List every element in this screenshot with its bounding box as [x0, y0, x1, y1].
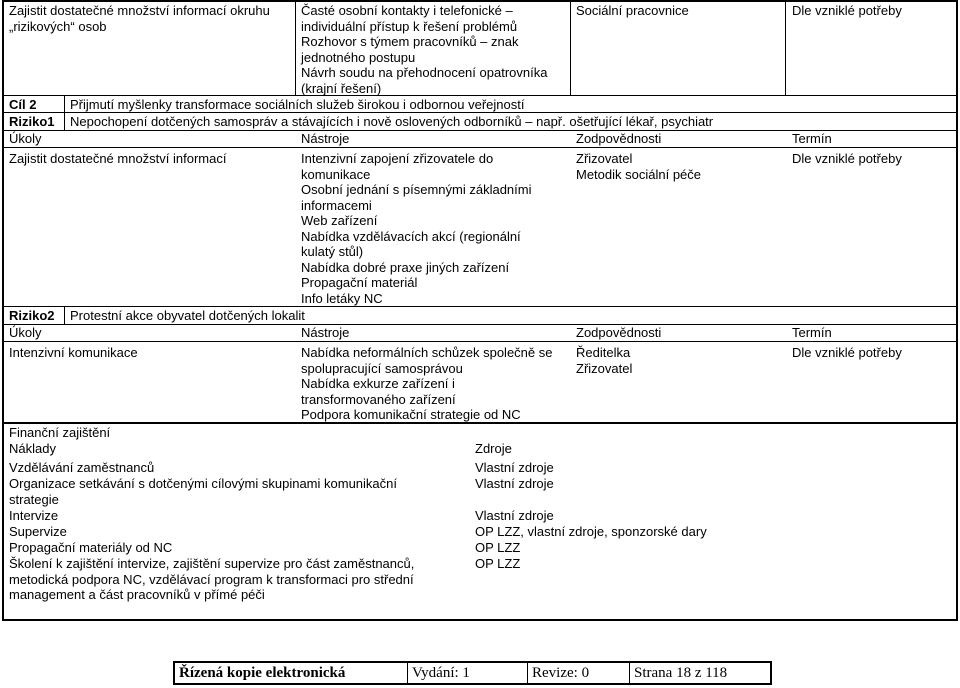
footer-strana: Strana 18 z 118 — [629, 663, 771, 683]
nastroj-line: Propagační materiál — [301, 275, 418, 290]
section1-ukol: Zajistit dostatečné množství informací — [9, 151, 227, 166]
top-col2-line: Časté osobní kontakty i telefonické – — [301, 3, 513, 18]
top-col1-line: „rizikových“ osob — [9, 18, 107, 34]
top-col2-line: jednotného postupu — [301, 49, 416, 65]
nastroj-line: Nabídka dobré praxe jiných zařízení — [301, 259, 510, 275]
nastroj-line: transformovaného zařízení — [301, 391, 456, 407]
top-col2-line: individuální přístup k řešení problémů — [301, 18, 518, 34]
section1-zodpovednosti — [576, 151, 701, 182]
top-col2-line: Návrh soudu na přehodnocení opatrovníka — [301, 65, 548, 80]
header-ukoly: Úkoly — [9, 131, 42, 146]
nastroj-line: Web zařízení — [301, 213, 378, 228]
top-block-divider-3 — [785, 0, 786, 95]
top-col2-line: (krajní řešení) — [301, 80, 382, 96]
header-termin: Termín — [792, 325, 832, 340]
section1-termin: Dle vzniklé potřeby — [792, 151, 902, 166]
zdroje-header: Zdroje — [475, 441, 512, 456]
nastroj-line: Nabídka exkurze zařízení i — [301, 376, 455, 391]
riziko2-label: Riziko2 — [9, 308, 55, 323]
naklady-item: Intervize — [9, 508, 59, 523]
section2-termin: Dle vzniklé potřeby — [792, 345, 902, 360]
riziko1-text: Nepochopení dotčených samospráv a stávajících i nově oslovených odborníků – např. ošetřující lékař, psychiatr — [70, 114, 714, 129]
riziko2-text: Protestní akce obyvatel dotčených lokalit — [70, 308, 305, 323]
zdroje-item: Vlastní zdroje — [475, 476, 554, 491]
header-nastroje: Nástroje — [301, 325, 350, 340]
line-below-header1 — [2, 147, 958, 148]
naklady-header: Náklady — [9, 441, 56, 456]
naklady-item: Supervize — [9, 524, 67, 539]
header-zodpovednosti: Zodpovědnosti — [576, 325, 662, 340]
naklady-item — [9, 556, 414, 603]
document-footer — [173, 661, 772, 685]
nastroj-line: komunikace — [301, 166, 371, 182]
nastroj-line: Nabídka vzdělávacích akcí (regionální — [301, 228, 521, 244]
nastroj-line: Nabídka neformálních schůzek společně se — [301, 345, 553, 360]
section2-zodpovednosti — [576, 345, 632, 376]
zodpovednost-line: Zřizovatel — [576, 151, 633, 166]
frame-right-line — [956, 0, 958, 621]
top-col3-text: Sociální pracovnice — [576, 3, 689, 18]
section1-nastroje — [301, 151, 532, 306]
footer-vydani: Vydání: 1 — [407, 663, 527, 683]
nastroj-line: informacemi — [301, 197, 372, 213]
line-below-header2 — [2, 341, 958, 342]
label-divider-riziko2 — [64, 306, 65, 324]
zdroje-item: OP LZZ — [475, 540, 521, 555]
header-nastroje: Nástroje — [301, 131, 350, 146]
top-col1-line: Zajistit dostatečné množství informací okruhu — [9, 3, 270, 18]
section2-ukol: Intenzivní komunikace — [9, 345, 138, 360]
naklady-line: Školení k zajištění intervize, zajištění supervize pro část zaměstnanců, — [9, 556, 415, 571]
frame-left-line — [2, 0, 4, 621]
footer-revize: Revize: 0 — [527, 663, 630, 683]
naklady-line: metodická podpora NC, vzdělávací program k transformaci pro střední — [9, 571, 414, 587]
nastroj-line: Osobní jednání s písemnými základními — [301, 182, 532, 197]
top-block-divider-2 — [570, 0, 571, 95]
nastroj-line: Intenzivní zapojení zřizovatele do — [301, 151, 494, 166]
cil2-label: Cíl 2 — [9, 97, 37, 112]
nastroj-line: Podpora komunikační strategie od NC — [301, 407, 521, 422]
header-zodpovednosti: Zodpovědnosti — [576, 131, 662, 146]
zodpovednost-line: Zřizovatel — [576, 360, 633, 376]
zodpovednost-line: Metodik sociální péče — [576, 166, 702, 182]
header-ukoly: Úkoly — [9, 325, 42, 340]
frame-bottom-line — [2, 619, 958, 621]
riziko1-label: Riziko1 — [9, 114, 55, 129]
top-col4-text: Dle vzniklé potřeby — [792, 3, 902, 18]
zdroje-item: Vlastní zdroje — [475, 460, 554, 475]
zdroje-item: Vlastní zdroje — [475, 508, 554, 523]
zodpovednost-line: Ředitelka — [576, 345, 631, 360]
top-col2-line: Rozhovor s týmem pracovníků – znak — [301, 34, 519, 49]
top-block-divider-1 — [295, 0, 296, 95]
zdroje-item: OP LZZ — [475, 556, 521, 571]
top-col2-cell — [301, 3, 547, 96]
naklady-line: management a část pracovníků v přímé péči — [9, 587, 265, 602]
financni-title: Finanční zajištění — [9, 425, 111, 440]
naklady-item: Propagační materiály od NC — [9, 540, 173, 555]
top-col1-cell — [9, 3, 270, 34]
naklady-line: strategie — [9, 491, 59, 507]
naklady-line: Organizace setkávání s dotčenými cílovými skupinami komunikační — [9, 476, 397, 491]
nastroj-line: spolupracující samosprávou — [301, 360, 463, 376]
line-above-riziko2 — [2, 306, 958, 307]
zdroje-item: OP LZZ, vlastní zdroje, sponzorské dary — [475, 524, 707, 539]
naklady-item — [9, 476, 397, 507]
footer-kopie: Řízená kopie elektronická — [179, 665, 346, 681]
nastroj-line: Info letáky NC — [301, 290, 383, 306]
nastroj-line: kulatý stůl) — [301, 244, 364, 259]
naklady-item: Vzdělávání zaměstnanců — [9, 460, 155, 475]
frame-top-line — [2, 0, 958, 2]
header-termin: Termín — [792, 131, 832, 146]
section2-nastroje — [301, 345, 552, 423]
cil2-text: Přijmutí myšlenky transformace sociálních služeb širokou i odbornou veřejností — [70, 97, 525, 112]
